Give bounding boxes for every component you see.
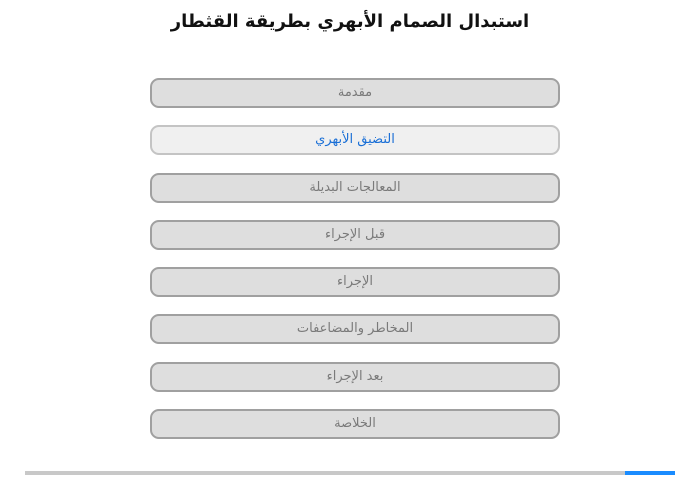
menu-item-procedure[interactable]: الإجراء [150,267,560,297]
menu-item-before-procedure[interactable]: قبل الإجراء [150,220,560,250]
menu-item-summary[interactable]: الخلاصة [150,409,560,439]
menu-item-introduction[interactable]: مقدمة [150,78,560,108]
menu-item-risks-complications[interactable]: المخاطر والمضاعفات [150,314,560,344]
page-title: استبدال الصمام الأبهري بطريقة القثطار [170,11,530,32]
menu-item-aortic-stenosis[interactable]: التضيق الأبهري [150,125,560,155]
progress-bar-fill [625,471,675,475]
menu-item-after-procedure[interactable]: بعد الإجراء [150,362,560,392]
chapter-menu [150,78,560,456]
menu-item-alternative-treatments[interactable]: المعالجات البديلة [150,173,560,203]
progress-bar [25,471,675,475]
